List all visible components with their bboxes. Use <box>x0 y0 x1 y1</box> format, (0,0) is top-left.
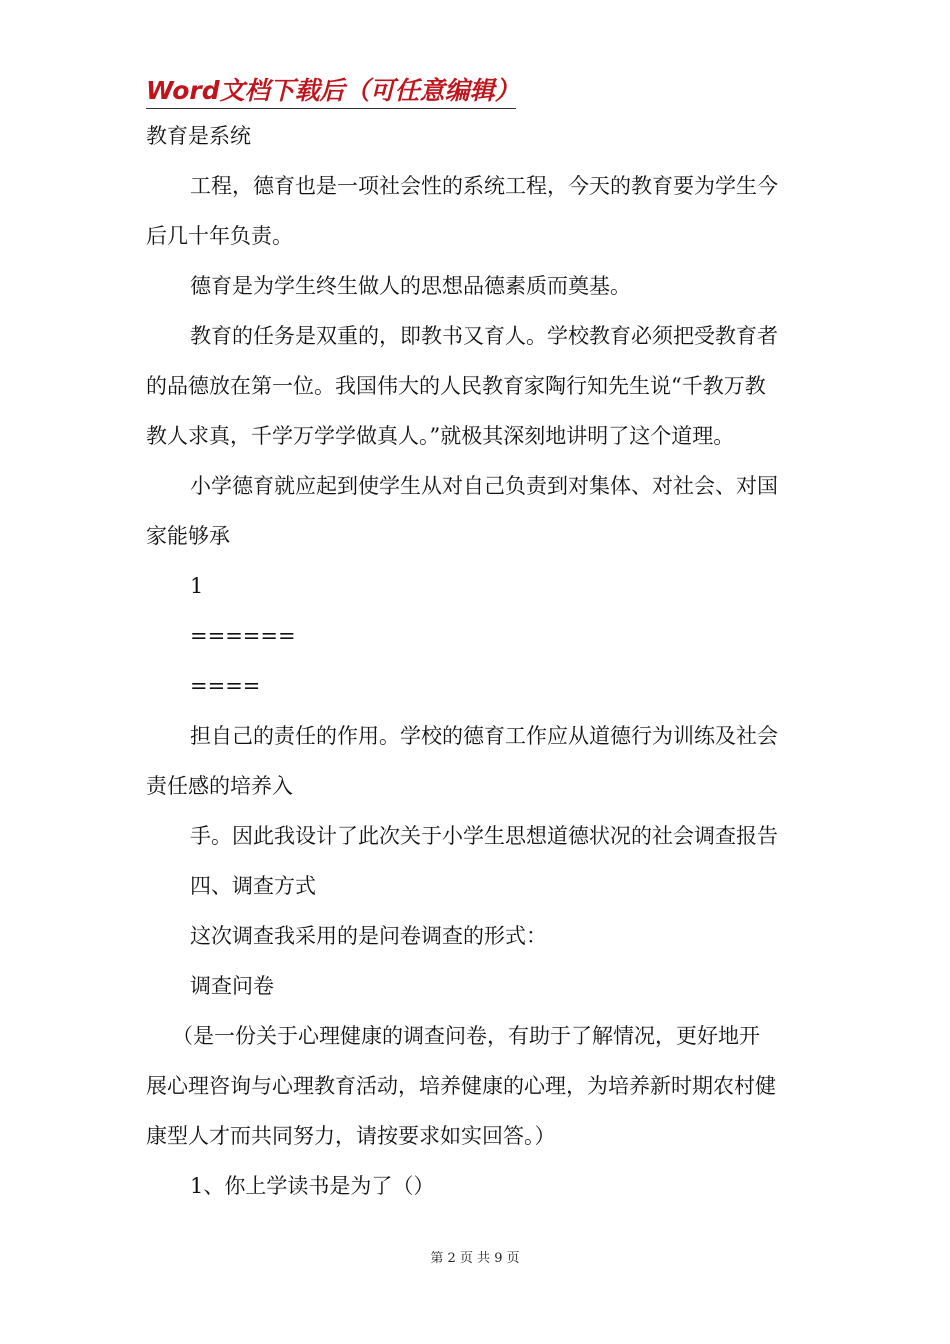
text-line: 这次调查我采用的是问卷调查的形式： <box>190 924 547 948</box>
document-header <box>146 72 520 109</box>
text-line: 教育是系统 <box>146 124 251 148</box>
separator-line: ====== <box>190 624 296 648</box>
text-line: 教育的任务是双重的，即教书又育人。学校教育必须把受教育者 <box>190 324 778 348</box>
separator-line: ==== <box>190 674 261 698</box>
text-line: 康型人才而共同努力，请按要求如实回答。） <box>146 1124 556 1148</box>
text-line: 责任感的培养入 <box>146 774 293 798</box>
text-line: （是一份关于心理健康的调查问卷，有助于了解情况，更好地开 <box>172 1024 760 1048</box>
text-line: 手。因此我设计了此次关于小学生思想道德状况的社会调查报告 <box>190 824 778 848</box>
page-number-marker: 1 <box>190 574 204 598</box>
text-line: 教人求真，千学万学学做真人。”就极其深刻地讲明了这个道理。 <box>146 424 735 448</box>
question-item: 1、你上学读书是为了（） <box>190 1174 435 1198</box>
text-line: 后几十年负责。 <box>146 224 293 248</box>
text-line: 担自己的责任的作用。学校的德育工作应从道德行为训练及社会 <box>190 724 778 748</box>
text-line: 家能够承 <box>146 524 230 548</box>
section-heading: 四、调查方式 <box>190 874 316 898</box>
header-title: Word文档下载后（可任意编辑） <box>146 76 520 105</box>
text-line: 德育是为学生终生做人的思想品德素质而奠基。 <box>190 274 631 298</box>
text-line: 调查问卷 <box>190 974 274 998</box>
page-footer: 第 2 页 共 9 页 <box>430 1251 520 1266</box>
text-line: 展心理咨询与心理教育活动，培养健康的心理，为培养新时期农村健 <box>146 1074 776 1098</box>
text-line: 的品德放在第一位。我国伟大的人民教育家陶行知先生说“千教万教 <box>146 374 766 398</box>
text-line: 小学德育就应起到使学生从对自己负责到对集体、对社会、对国 <box>190 474 778 498</box>
text-line: 工程，德育也是一项社会性的系统工程，今天的教育要为学生今 <box>190 174 778 198</box>
